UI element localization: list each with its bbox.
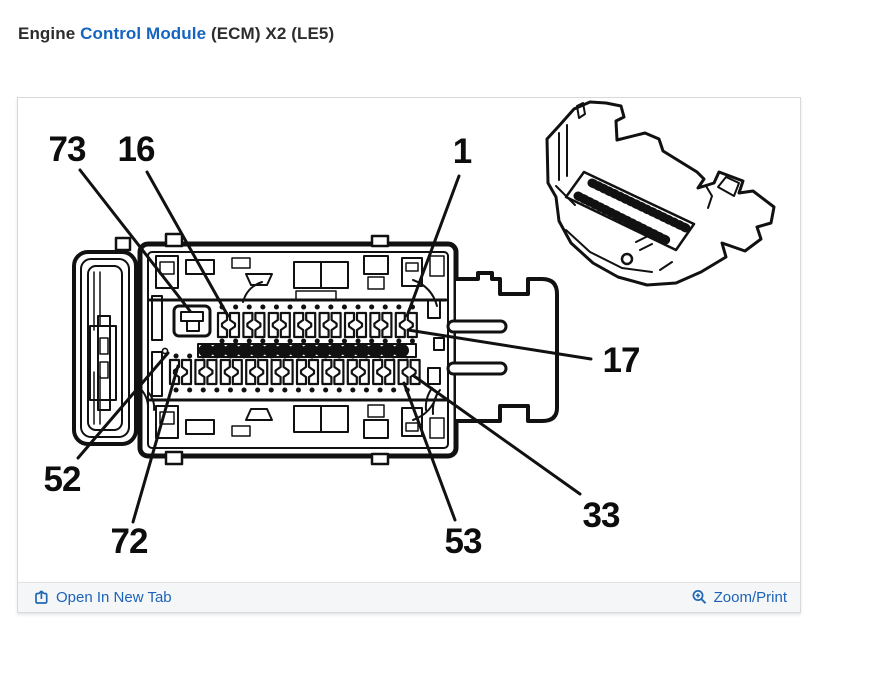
zoom-plus-icon <box>691 589 708 606</box>
title-prefix: Engine <box>18 24 76 43</box>
title-suffix: (ECM) X2 (LE5) <box>210 24 335 43</box>
open-in-new-tab-icon <box>33 589 50 606</box>
title-link-control-module[interactable]: Control Module <box>80 24 207 43</box>
open-in-new-tab-link[interactable] <box>33 589 172 606</box>
pin-label-1: 1 <box>452 132 472 171</box>
pin-label-33: 33 <box>582 496 620 535</box>
pin-label-52: 52 <box>43 460 81 499</box>
pin-label-72: 72 <box>110 522 148 561</box>
pin-label-73: 73 <box>48 130 86 169</box>
page-title <box>18 24 334 44</box>
figure-footer-bar <box>18 582 800 612</box>
zoom-print-link[interactable] <box>691 589 787 606</box>
pin-label-16: 16 <box>117 130 155 169</box>
pin-label-53: 53 <box>444 522 482 561</box>
open-in-new-tab-label: Open In New Tab <box>56 589 172 606</box>
zoom-print-label: Zoom/Print <box>713 589 787 606</box>
pin-label-17: 17 <box>602 341 640 380</box>
